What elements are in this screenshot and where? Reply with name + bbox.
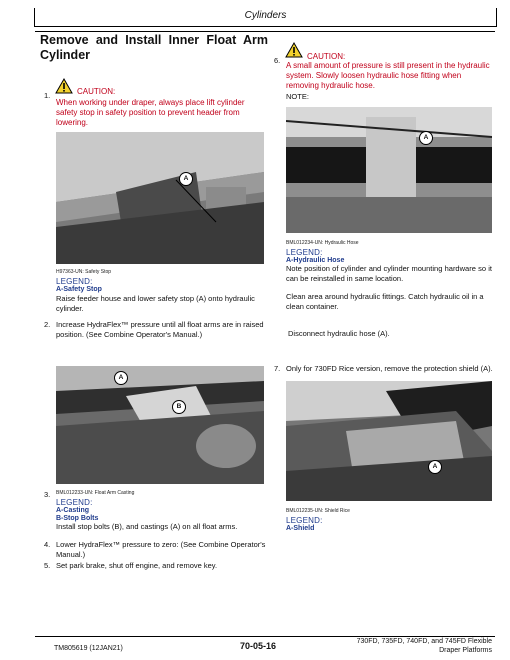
callout-a: A bbox=[419, 131, 433, 145]
step-1-instruction: Raise feeder house and lower safety stop (A) onto hydraulic cylinder. bbox=[56, 294, 255, 313]
photo-caption-4: BML012235-UN: Shield Rice bbox=[286, 508, 350, 514]
footer-models-line-1: 730FD, 735FD, 740FD, and 745FD Flexible bbox=[356, 638, 492, 645]
photo-caption-1: H97363-UN: Safety Stop bbox=[56, 269, 112, 275]
caution-text: A small amount of pressure is still present in the hydraulic system. Slowly loosen hydraulic hose fitting when removing hydraulic hose. bbox=[286, 61, 490, 90]
photo-caption-3: BML012234-UN: Hydraulic Hose bbox=[286, 240, 359, 246]
step-6-text-1: Note position of cylinder and cylinder mounting hardware so it can be reinstalled in same location. bbox=[286, 264, 492, 283]
callout-a: A bbox=[114, 371, 128, 385]
safety-stop-illustration bbox=[56, 132, 264, 264]
legend-item: A-Shield bbox=[286, 525, 315, 532]
step-1-number: 1. bbox=[44, 91, 51, 100]
step-2-number: 2. bbox=[44, 320, 51, 329]
hydraulic-hose-photo bbox=[286, 107, 492, 233]
caution-label: CAUTION: bbox=[77, 87, 116, 96]
warning-icon bbox=[285, 42, 303, 58]
section-title: Cylinders bbox=[244, 10, 287, 21]
float-arm-casting-photo bbox=[56, 366, 264, 484]
caution-label: CAUTION: bbox=[307, 52, 346, 61]
warning-icon bbox=[55, 78, 73, 94]
footer-models-line-2: Draper Platforms bbox=[439, 647, 492, 654]
step-3-instruction: Install stop bolts (B), and castings (A) on all float arms. bbox=[56, 522, 238, 531]
page-heading: Remove and Install Inner Float Arm Cylinder bbox=[40, 33, 268, 62]
safety-stop-photo bbox=[56, 132, 264, 264]
callout-b: B bbox=[172, 400, 186, 414]
step-4-text: Lower HydraFlex™ pressure to zero: (See Combine Operator's Manual.) bbox=[56, 540, 266, 559]
step-4-number: 4. bbox=[44, 540, 51, 549]
float-arm-illustration bbox=[56, 366, 264, 484]
step-5-number: 5. bbox=[44, 561, 51, 570]
callout-a: A bbox=[179, 172, 193, 186]
step-7-text: Only for 730FD Rice version, remove the protection shield (A). bbox=[286, 364, 493, 373]
step-6-number: 6. bbox=[274, 56, 281, 65]
footer-page-number: 70-05-16 bbox=[240, 641, 277, 651]
photo-caption-2: BML012233-UN: Float Arm Casting bbox=[56, 490, 135, 496]
footer-doc-id: TM805619 (12JAN21) bbox=[54, 645, 123, 652]
step-3-number: 3. bbox=[44, 490, 51, 499]
step-2-text: Increase HydraFlex™ pressure until all float arms are in raised position. (See Combine Operator's Manual.) bbox=[56, 320, 264, 339]
step-7-number: 7. bbox=[274, 364, 281, 373]
header-frame bbox=[34, 8, 497, 27]
legend-item: A-Safety Stop bbox=[56, 286, 102, 293]
legend-title-1: LEGEND: bbox=[56, 277, 93, 286]
note-label: NOTE: bbox=[286, 92, 309, 101]
footer-rule bbox=[35, 636, 495, 637]
step-6-text-2: Clean area around hydraulic fittings. Catch hydraulic oil in a clean container. bbox=[286, 292, 484, 311]
shield-illustration bbox=[286, 381, 492, 501]
hydraulic-hose-illustration bbox=[286, 107, 492, 233]
header-rule bbox=[35, 31, 495, 32]
legend-title-4: LEGEND: bbox=[286, 516, 323, 525]
callout-a: A bbox=[428, 460, 442, 474]
step-5-text: Set park brake, shut off engine, and remove key. bbox=[56, 561, 218, 570]
legend-item: A-Hydraulic Hose bbox=[286, 257, 345, 264]
legend-item: A-Casting bbox=[56, 507, 90, 514]
legend-title-2: LEGEND: bbox=[56, 498, 93, 507]
step-6-text-3: Disconnect hydraulic hose (A). bbox=[288, 329, 390, 338]
legend-item: B-Stop Bolts bbox=[56, 515, 99, 522]
caution-text: When working under draper, always place lift cylinder safety stop in safety position to prevent header from lowering. bbox=[56, 98, 245, 127]
shield-rice-photo bbox=[286, 381, 492, 501]
legend-title-3: LEGEND: bbox=[286, 248, 323, 257]
